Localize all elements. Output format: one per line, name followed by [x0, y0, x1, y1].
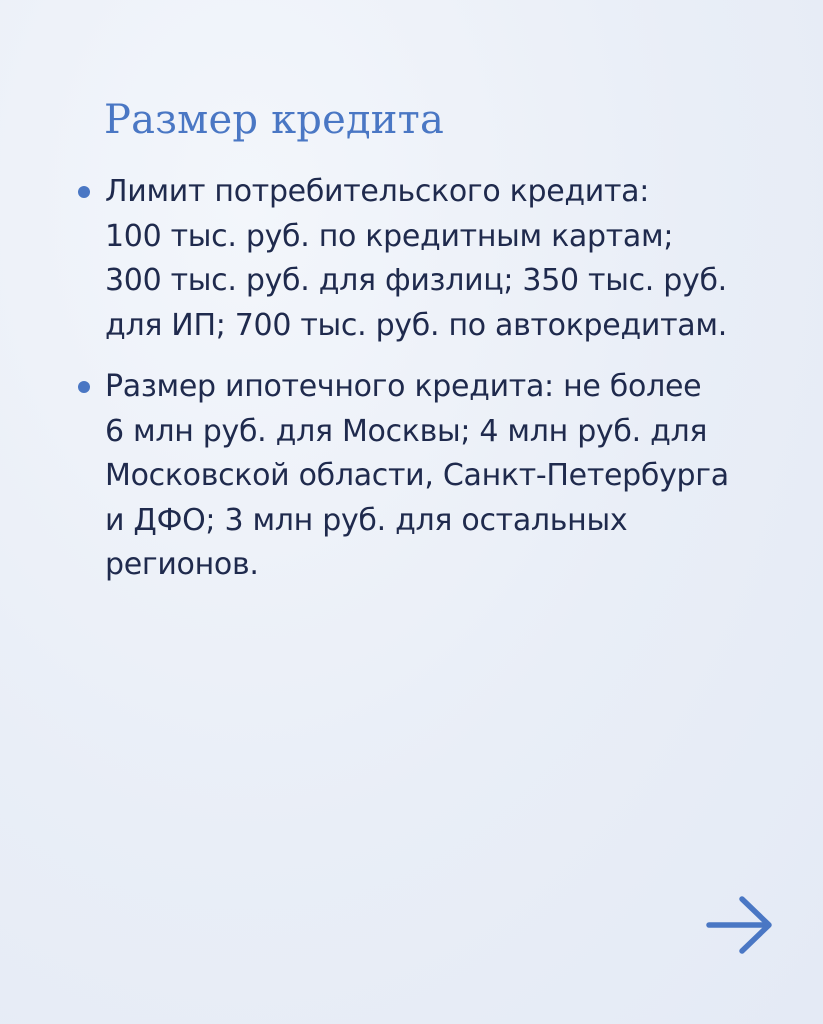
bullet-line: для ИП; 700 тыс. руб. по автокредитам. — [105, 307, 727, 343]
bullet-dot-icon — [78, 381, 90, 393]
bullet-line: Московской области, Санкт-Петербурга — [105, 458, 729, 493]
bullet-line: регионов. — [105, 547, 259, 582]
arrow-right-icon — [706, 893, 774, 957]
bullet-list — [78, 170, 778, 588]
next-slide-button[interactable] — [706, 893, 774, 957]
bullet-item-consumer-limit — [78, 170, 778, 348]
bullet-line: 6 млн руб. для Москвы; 4 млн руб. для — [105, 413, 708, 449]
bullet-line: Лимит потребительского кредита: — [105, 174, 650, 209]
bullet-line: 100 тыс. руб. по кредитным картам; — [105, 218, 674, 254]
bullet-item-mortgage-size — [78, 365, 778, 588]
slide-title: Размер кредита — [104, 97, 445, 143]
bullet-dot-icon — [78, 186, 90, 198]
bullet-line: Размер ипотечного кредита: не более — [105, 369, 702, 404]
bullet-line: и ДФО; 3 млн руб. для остальных — [105, 502, 628, 538]
bullet-line: 300 тыс. руб. для физлиц; 350 тыс. руб. — [105, 263, 727, 298]
